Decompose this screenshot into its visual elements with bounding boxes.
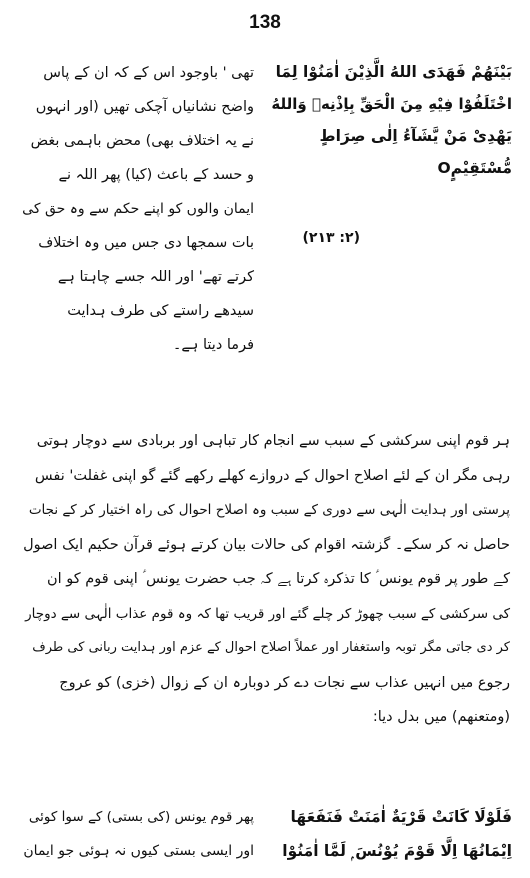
- translation-line: واضح نشانیاں آچکی تھیں (اور انہوں: [35, 99, 254, 115]
- verse-line: اِيْمَانُهَا اِلَّا قَوْمَ يُوْنُسَ ۭ لَمَّا اٰمَنُوْا: [282, 842, 512, 860]
- translation-line: کرتے تھے' اور اللہ جسے چاہتا ہے: [57, 269, 254, 285]
- verse-line: يَهْدِىْ مَنْ يَّشَآءُ اِلٰى صِرَاطٍ: [319, 127, 512, 145]
- bottom-quran-verse: [264, 800, 512, 868]
- paragraph-line: پرستی اور ہدایت الٰہی سے دوری کے سبب وہ اصلاح احوال کی راہ اختیار کر کے نجات: [28, 502, 510, 518]
- paragraph-line: (ومتعنهم) میں بدل دیا:: [372, 709, 510, 725]
- paragraph-line: ہر قوم اپنی سرکشی کے سبب سے انجام کار تباہی اور بربادی سے دوچار ہوتی: [36, 433, 510, 449]
- paragraph-line: رجوع میں انہیں عذاب سے نجات دے کر دوبارہ ان کے زوال (خزی) کو عروج: [59, 674, 510, 691]
- verse-reference: (٢: ٢١٣): [302, 230, 360, 246]
- paragraph-line: کی سرکشی کے سبب چھوڑ کر چلے گئے اور قریب تھا کہ وہ قوم عذاب الٰہی سے دوچار: [25, 605, 510, 622]
- paragraph-line: کے طور پر قوم یونس ؑ کا تذکرہ کرتا ہے کہ جب حضرت یونس ؑ اپنی قوم کو ان: [46, 571, 510, 587]
- translation-line: نے یہ اختلاف بھی) محض باہمی بغض: [30, 133, 254, 149]
- paragraph-line: رہی مگر ان کے لئے اصلاح احوال کے دروازے کھلے رکھے گئے گو اپنی غفلت' نفس: [34, 467, 510, 484]
- translation-line: و حسد کے باعث (کیا) پھر اللہ نے: [58, 167, 254, 183]
- translation-line: بات سمجھا دی جس میں وہ اختلاف: [38, 235, 254, 251]
- bottom-verse-translation: [22, 800, 254, 868]
- verse-line: مُّسْتَقِيْمٍO: [437, 159, 512, 177]
- paragraph-line: حاصل نہ کر سکے۔ گزشتہ اقوام کی حالات بیان کرتے ہوئے قرآن حکیم ایک اصول: [23, 536, 510, 553]
- verse-translation: [22, 56, 254, 362]
- verse-line: بَيْنَهُمْ فَهَدَى اللهُ الَّذِيْنَ اٰمَنُوْا لِمَا: [275, 63, 512, 81]
- body-paragraph: [20, 424, 510, 735]
- verse-line: اخْتَلَفُوْا فِيْهِ مِنَ الْحَقِّ بِاِذْنِهٖ وَاللهُ: [271, 95, 512, 113]
- translation-line: سیدھے راستے کی طرف ہدایت: [67, 303, 254, 319]
- translation-line: پھر قوم یونس (کی بستی) کے سوا کوئی: [28, 809, 254, 825]
- page-number: 138: [249, 12, 281, 33]
- translation-line: تھی ' باوجود اس کے کہ ان کے پاس: [43, 65, 254, 81]
- verse-line: فَلَوْلَا كَانَتْ قَرْيَةٌ اٰمَنَتْ فَنَفَعَهَا: [290, 808, 512, 826]
- paragraph-line: کر دی جاتی مگر توبہ واستغفار اور عملاً اصلاح احوال کے عزم اور ہدایت ربانی کی طرف: [32, 640, 510, 655]
- quran-verse: [264, 56, 512, 184]
- translation-line: فرما دیتا ہے۔: [172, 337, 254, 353]
- translation-line: اور ایسی بستی کیوں نہ ہوئی جو ایمان: [23, 843, 254, 859]
- translation-line: ایمان والوں کو اپنے حکم سے وہ حق کی: [22, 201, 254, 217]
